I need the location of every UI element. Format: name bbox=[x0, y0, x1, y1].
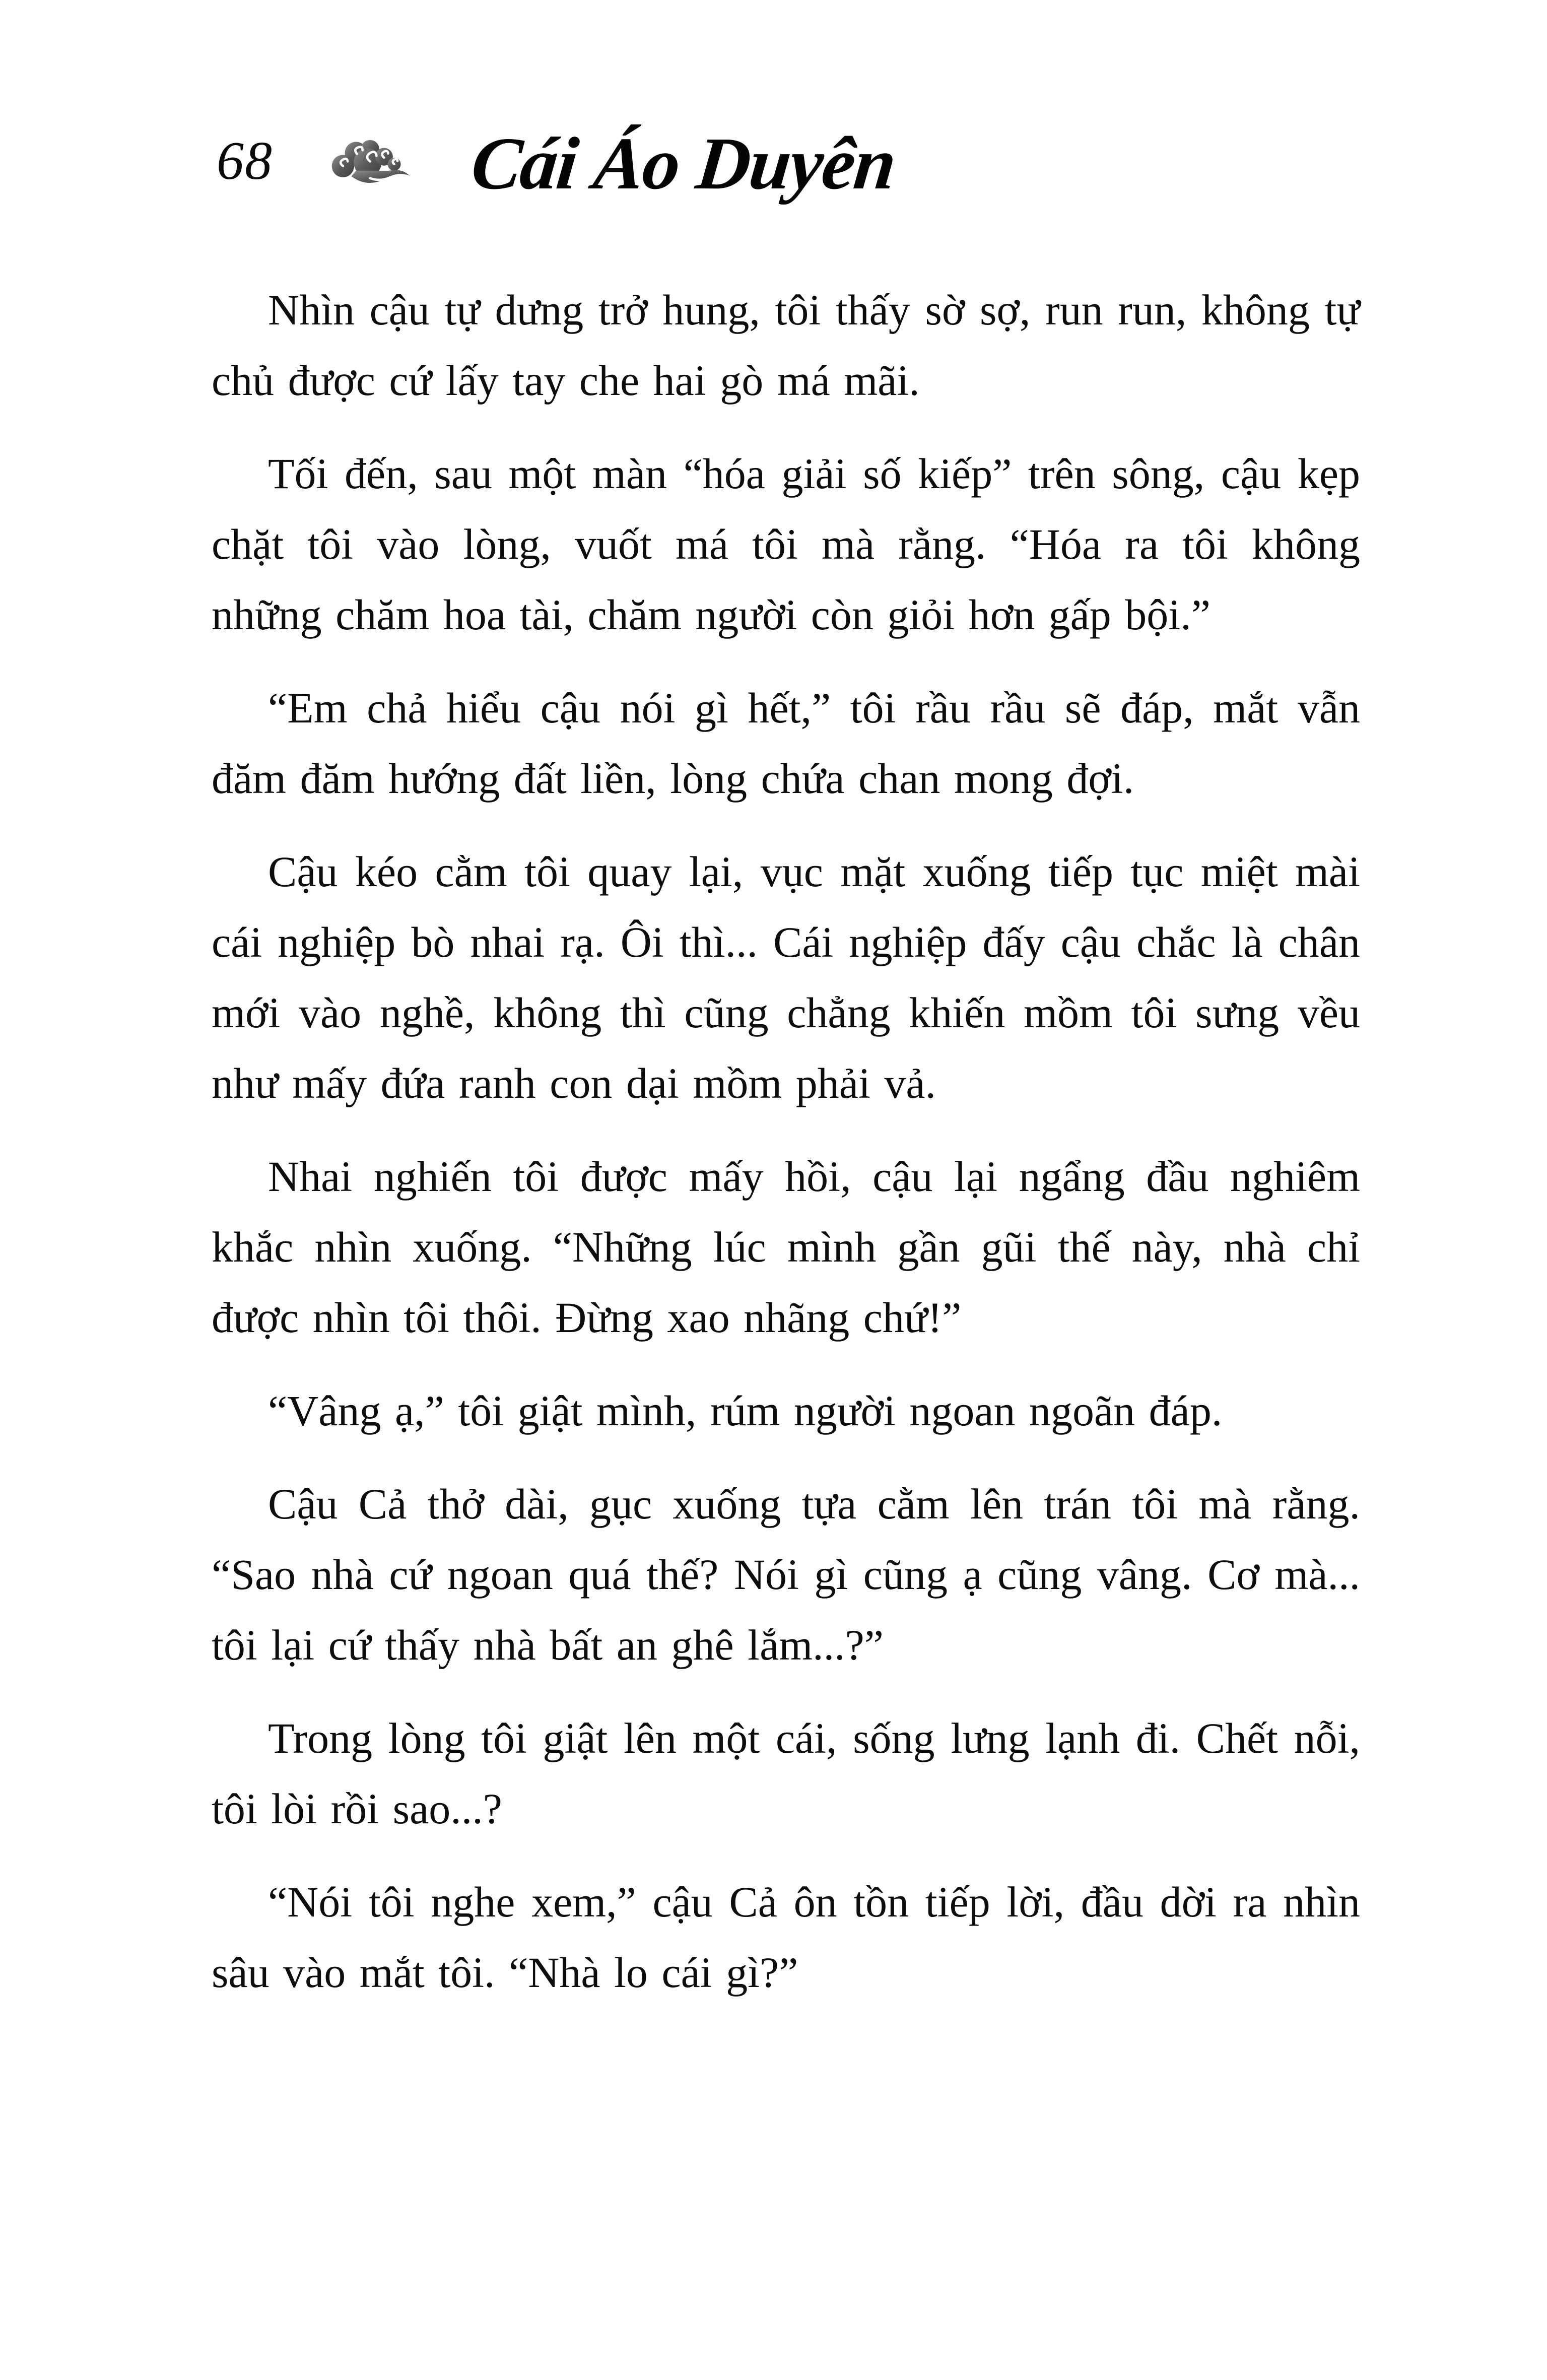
paragraph: “Vâng ạ,” tôi giật mình, rúm người ngoan ngoãn đáp. bbox=[268, 1386, 1223, 1435]
running-title: Cái Áo Duyên bbox=[467, 122, 900, 205]
paragraph: “Nói tôi nghe xem,” cậu Cả ôn tồn tiếp lời, đầu dời ra nhìn sâu vào mắt tôi. “Nhà lo cái gì?” bbox=[212, 1878, 1360, 1997]
paragraph: Tối đến, sau một màn “hóa giải số kiếp” trên sông, cậu kẹp chặt tôi vào lòng, vuốt má tôi mà rằng. “Hóa ra tôi không những chăm hoa tài, chăm người còn giỏi hơn gấp bội.” bbox=[212, 449, 1360, 639]
paragraph: Trong lòng tôi giật lên một cái, sống lưng lạnh đi. Chết nỗi, tôi lòi rồi sao...? bbox=[212, 1714, 1360, 1833]
paragraph: Nhai nghiến tôi được mấy hồi, cậu lại ngẩng đầu nghiêm khắc nhìn xuống. “Những lúc mình gần gũi thế này, nhà chỉ được nhìn tôi thôi. Đừng xao nhãng chứ!” bbox=[212, 1152, 1360, 1342]
paragraph: Cậu Cả thở dài, gục xuống tựa cằm lên trán tôi mà rằng. “Sao nhà cứ ngoan quá thế? Nói gì cũng ạ cũng vâng. Cơ mà... tôi lại cứ thấy nhà bất an ghê lắm...?” bbox=[212, 1480, 1360, 1669]
paragraph: Nhìn cậu tự dưng trở hung, tôi thấy sờ sợ, run run, không tự chủ được cứ lấy tay che hai gò má mãi. bbox=[212, 286, 1360, 405]
page-header bbox=[217, 113, 900, 214]
paragraph: Cậu kéo cằm tôi quay lại, vục mặt xuống tiếp tục miệt mài cái nghiệp bò nhai rạ. Ôi thì... Cái nghiệp đấy cậu chắc là chân mới vào nghề, không thì cũng chẳng khiến mồm tôi sưng vều như mấy đứa ranh con dại mồm phải vả. bbox=[212, 847, 1360, 1107]
page-body bbox=[212, 275, 1360, 2030]
paragraph: “Em chả hiểu cậu nói gì hết,” tôi rầu rầu sẽ đáp, mắt vẫn đăm đăm hướng đất liền, lòng chứa chan mong đợi. bbox=[212, 684, 1360, 803]
page-number: 68 bbox=[217, 131, 273, 191]
cloud-ornament-icon bbox=[323, 131, 417, 196]
